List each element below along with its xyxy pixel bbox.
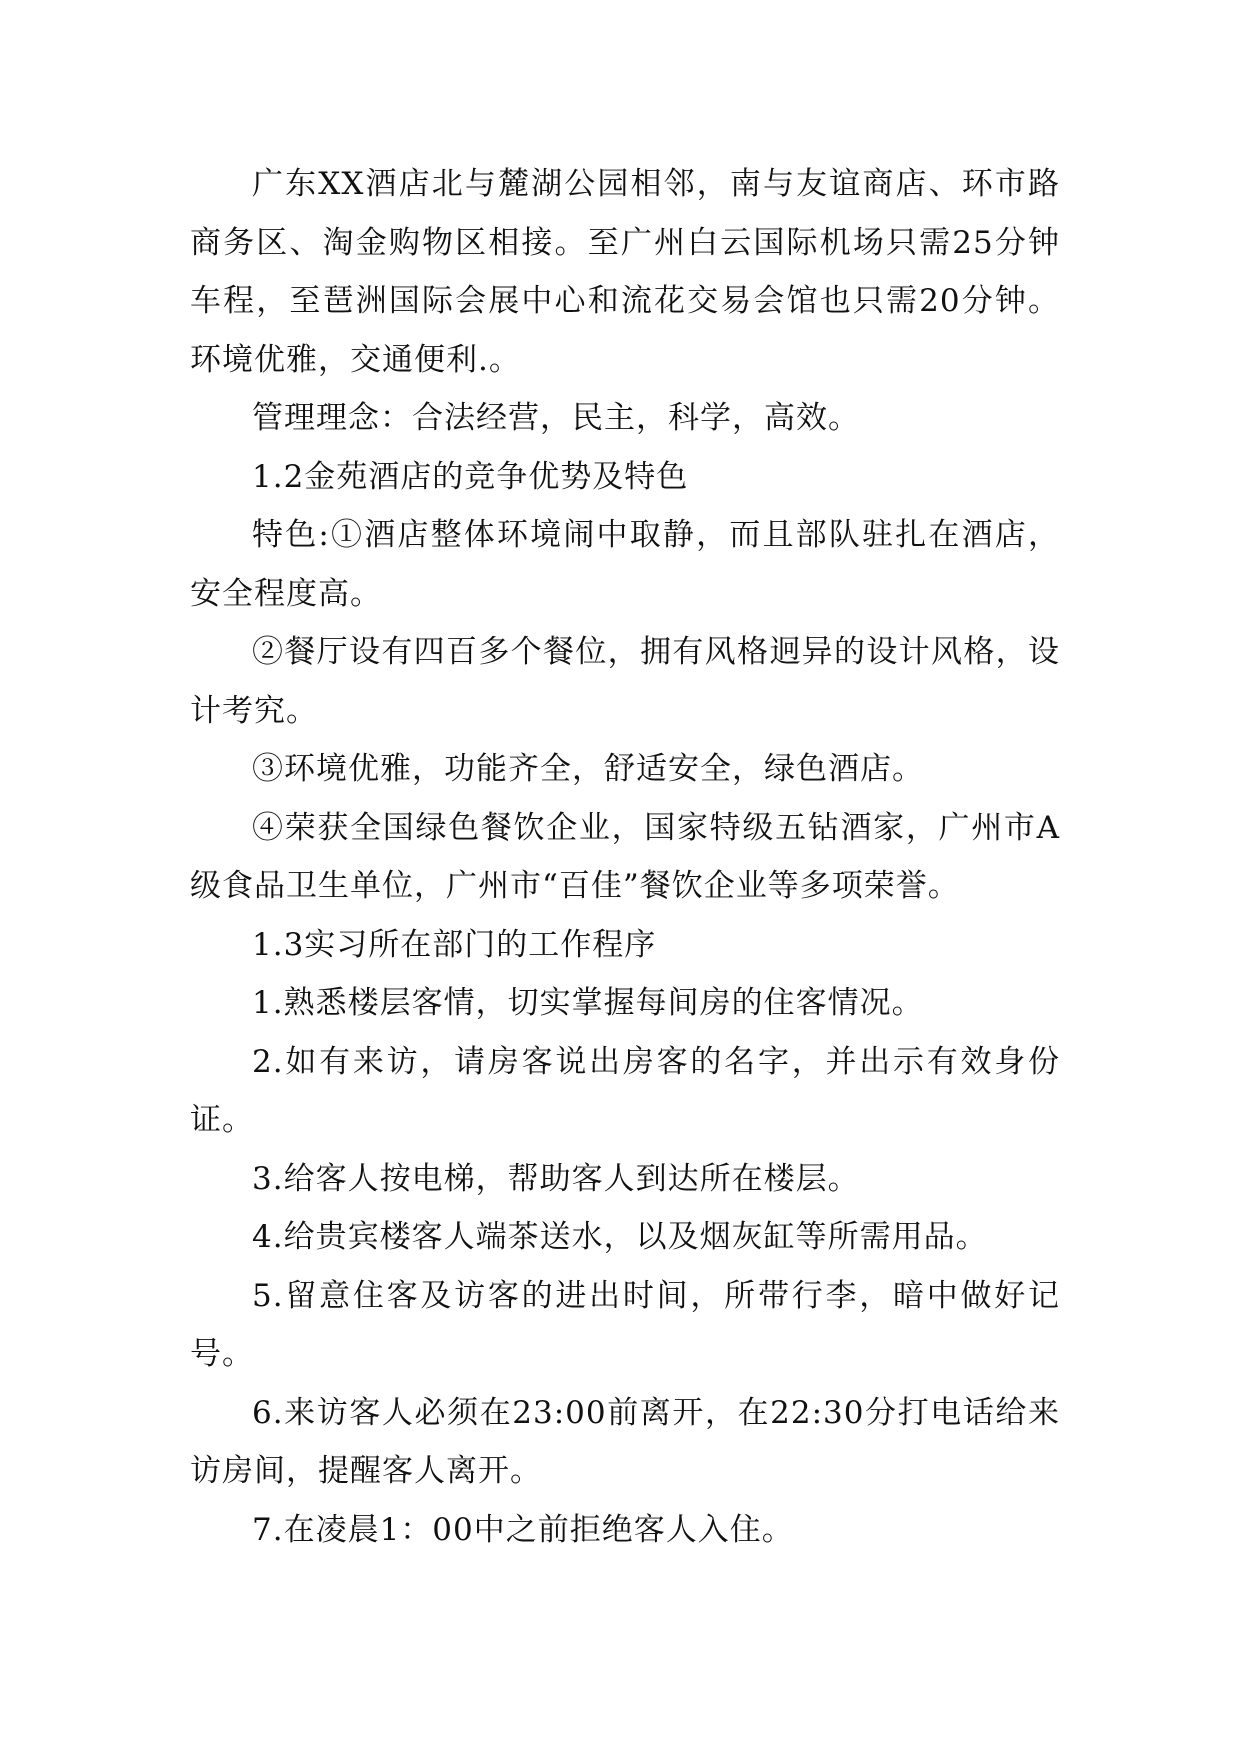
section-heading-1-2: 1.2金苑酒店的竞争优势及特色 [252,458,689,495]
document-body [190,155,1060,1559]
paragraph-feature-3: ③环境优雅，功能齐全，舒适安全，绿色酒店。 [252,751,924,787]
paragraph-management-philosophy: 管理理念：合法经营，民主，科学，高效。 [252,400,860,436]
paragraph-feature-1: 特色:①酒店整体环境闹中取静，而且部队驻扎在酒店，安全程度高。 [190,517,1060,612]
paragraph-feature-2: ②餐厅设有四百多个餐位，拥有风格迥异的设计风格，设计考究。 [190,634,1060,729]
section-heading-1-3: 1.3实习所在部门的工作程序 [252,926,657,963]
paragraph-feature-4: ④荣获全国绿色餐饮企业，国家特级五钻酒家，广州市A级食品卫生单位，广州市“百佳”餐饮企业等多项荣誉。 [190,809,1060,904]
procedure-step-2: 2.如有来访，请房客说出房客的名字，并出示有效身份证。 [190,1043,1060,1138]
paragraph-hotel-location: 广东XX酒店北与麓湖公园相邻，南与友谊商店、环市路商务区、淘金购物区相接。至广州白云国际机场只需25分钟车程，至琶洲国际会展中心和流花交易会馆也只需20分钟。环境优雅，交通便利.。 [190,166,1060,378]
procedure-step-1: 1.熟悉楼层客情，切实掌握每间房的住客情况。 [252,985,924,1021]
procedure-step-3: 3.给客人按电梯，帮助客人到达所在楼层。 [252,1160,860,1197]
procedure-step-4: 4.给贵宾楼客人端茶送水，以及烟灰缸等所需用品。 [252,1219,988,1255]
procedure-step-7: 7.在凌晨1：00中之前拒绝客人入住。 [252,1511,794,1548]
procedure-step-6: 6.来访客人必须在23:00前离开，在22:30分打电话给来访房间，提醒客人离开。 [190,1394,1060,1489]
procedure-step-5: 5.留意住客及访客的进出时间，所带行李，暗中做好记号。 [190,1277,1060,1372]
